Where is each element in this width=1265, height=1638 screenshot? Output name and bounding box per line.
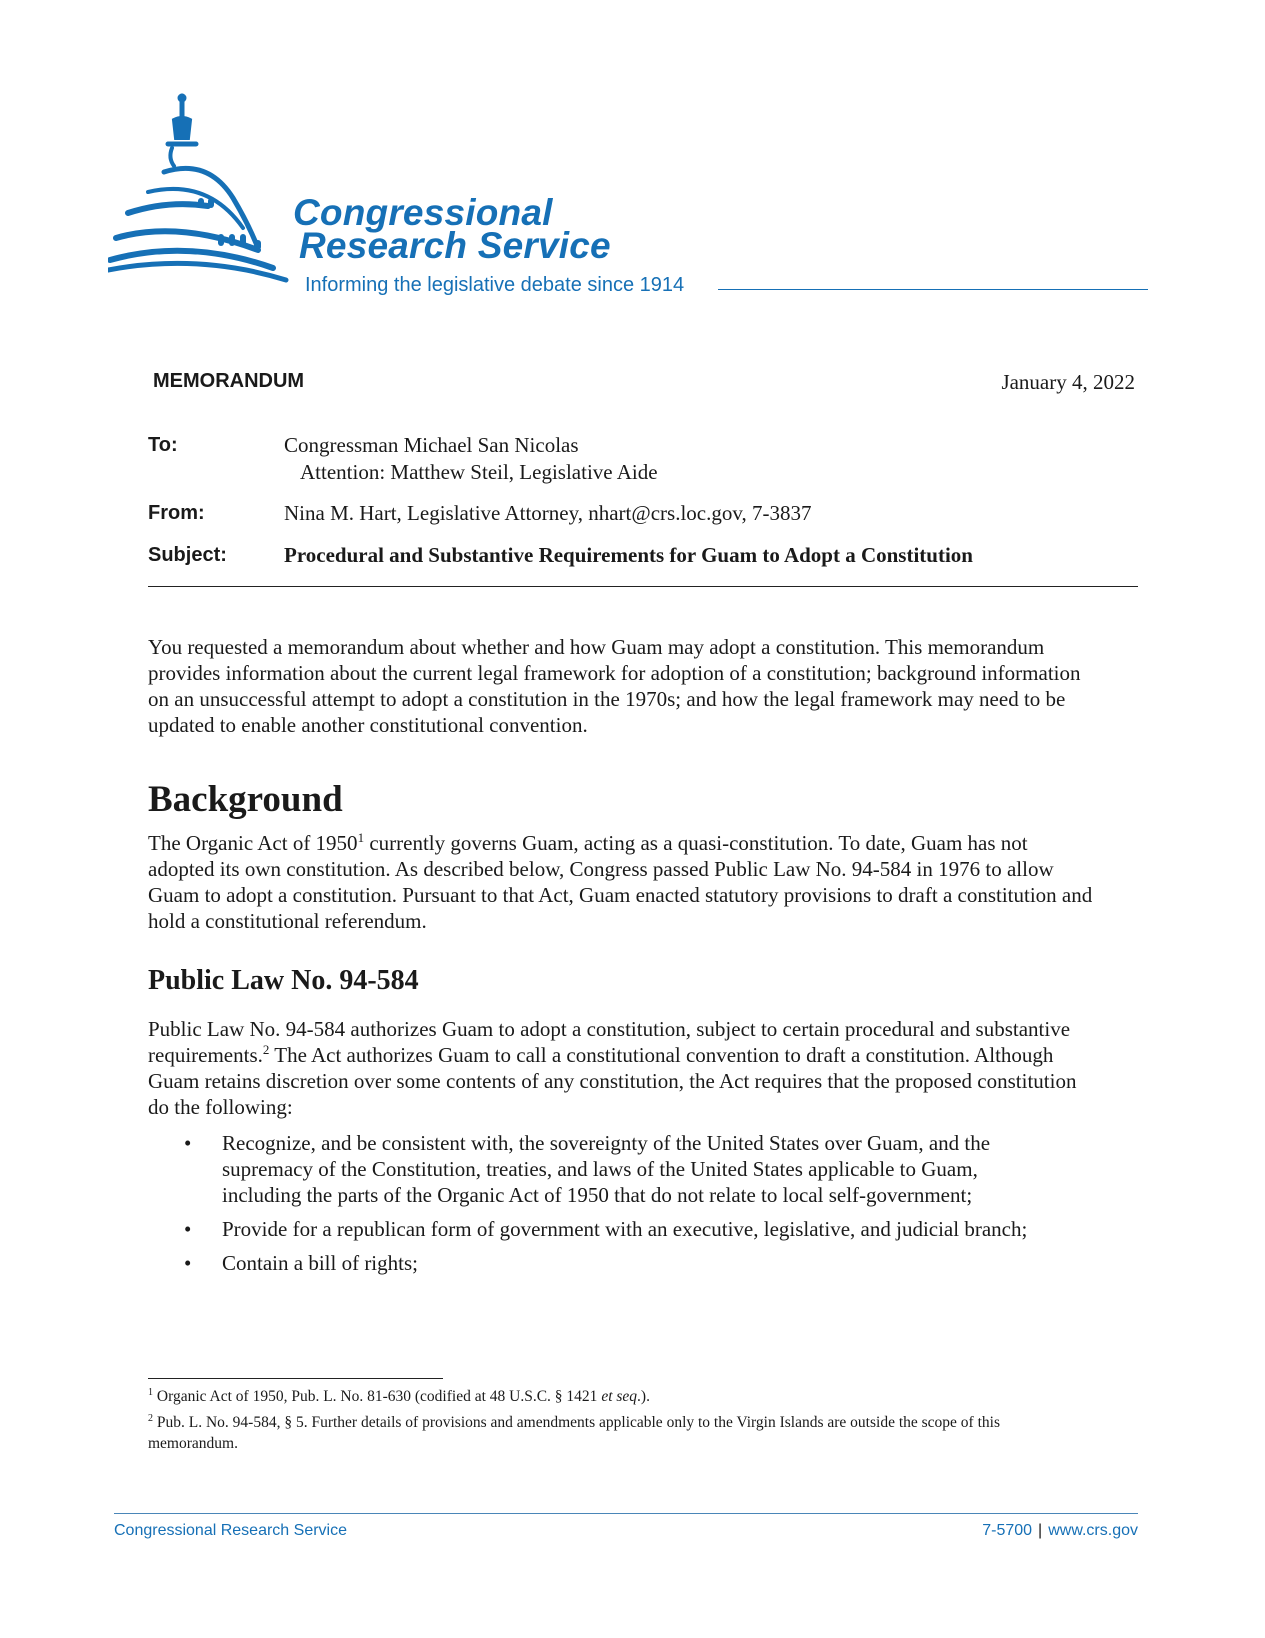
crs-wordmark xyxy=(293,192,611,266)
memo-label: MEMORANDUM xyxy=(153,370,305,392)
to-name: Congressman Michael San Nicolas xyxy=(284,433,579,457)
background-text-b: currently governs Guam, acting as a quasi-constitution. To date, Guam has not adopted its own constitution. As described below, Congress passed Public Law No. 94-584 in 1976 to allow Guam to adopt a constitution. Pursuant to that Act, Guam enacted statutory provisions to draft a constitution and hold a constitutional referendum. xyxy=(148,831,1093,933)
logo-rule xyxy=(718,289,1148,290)
public-law-paragraph xyxy=(148,1016,1098,1120)
subject-value: Procedural and Substantive Requirements for Guam to Adopt a Constitution xyxy=(284,543,973,567)
footnotes xyxy=(148,1386,1078,1459)
header-divider xyxy=(148,586,1138,587)
from-value: Nina M. Hart, Legislative Attorney, nhart@crs.loc.gov, 7-3837 xyxy=(284,501,812,525)
list-item xyxy=(148,1216,1028,1242)
from-label: From: xyxy=(148,502,205,524)
list-item xyxy=(148,1250,1028,1276)
subject-label: Subject: xyxy=(148,544,227,566)
bullet-icon: • xyxy=(184,1217,192,1241)
public-law-text-a: Public Law No. 94-584 authorizes Guam to adopt a constitution, subject to certain procedural and substantive requirements. xyxy=(148,1017,1071,1067)
intro-text: You requested a memorandum about whether and how Guam may adopt a constitution. This memorandum provides information about the current legal framework for adoption of a constitution; background information on an unsuccessful attempt to adopt a constitution in the 1970s; and how the legal framework may need to be updated to enable another constitutional convention. xyxy=(148,635,1081,737)
footer-website-link[interactable]: www.crs.gov xyxy=(1048,1522,1138,1539)
memo-date: January 4, 2022 xyxy=(1001,370,1135,394)
footnote-divider xyxy=(148,1378,443,1379)
list-item xyxy=(148,1130,1028,1208)
to-attention: Attention: Matthew Steil, Legislative Aide xyxy=(300,460,658,484)
footnote-ref-2[interactable]: 2 xyxy=(262,1042,270,1057)
footnote-2 xyxy=(148,1412,1078,1454)
footnote-1-text-b: .). xyxy=(637,1388,650,1405)
public-law-text-b: The Act authorizes Guam to call a constitutional convention to draft a constitution. Although Guam retains discretion over some contents of any constitution, the Act requires that the proposed constitution do the following: xyxy=(148,1043,1077,1119)
footer-org-name: Congressional Research Service xyxy=(114,1522,347,1539)
footer-separator: | xyxy=(1038,1522,1043,1539)
capitol-dome-icon xyxy=(108,88,298,298)
background-text-a: The Organic Act of 1950 xyxy=(148,831,358,855)
footnote-1 xyxy=(148,1386,1078,1407)
list-item-text: Provide for a republican form of government with an executive, legislative, and judicial branch; xyxy=(222,1217,1028,1241)
bullet-icon: • xyxy=(184,1131,192,1155)
background-heading: Background xyxy=(148,779,343,820)
logo-title-line2: Research Service xyxy=(299,225,611,266)
to-label: To: xyxy=(148,434,178,456)
footer-code: 7-5700 xyxy=(982,1522,1033,1539)
bullet-icon: • xyxy=(184,1251,192,1275)
list-item-text: Contain a bill of rights; xyxy=(222,1251,418,1275)
footnote-mark-2: 2 xyxy=(148,1412,153,1424)
footnote-1-text-a: Organic Act of 1950, Pub. L. No. 81-630 (codified at 48 U.S.C. § 1421 xyxy=(153,1388,602,1405)
logo-title-line1: Congressional xyxy=(293,192,553,233)
crs-logo xyxy=(108,88,1148,308)
intro-paragraph xyxy=(148,634,1098,738)
public-law-heading: Public Law No. 94-584 xyxy=(148,965,419,996)
footnote-ref-1[interactable]: 1 xyxy=(357,830,365,845)
list-item-text: Recognize, and be consistent with, the sovereignty of the United States over Guam, and the supremacy of the Constitution, treaties, and laws of the United States applicable to Guam, including the parts of the Organic Act of 1950 that do not relate to local self-government; xyxy=(222,1131,991,1207)
background-paragraph xyxy=(148,830,1098,934)
logo-tagline: Informing the legislative debate since 1914 xyxy=(305,274,685,296)
requirements-list xyxy=(148,1130,1028,1284)
footnote-mark-1: 1 xyxy=(148,1386,153,1398)
footnote-2-text: Pub. L. No. 94-584, § 5. Further details of provisions and amendments applicable only to the Virgin Islands are outside the scope of this memorandum. xyxy=(148,1414,1000,1452)
footer-divider xyxy=(114,1513,1138,1514)
footer-right xyxy=(982,1522,1138,1540)
footnote-1-emphasis: et seq xyxy=(601,1388,638,1405)
